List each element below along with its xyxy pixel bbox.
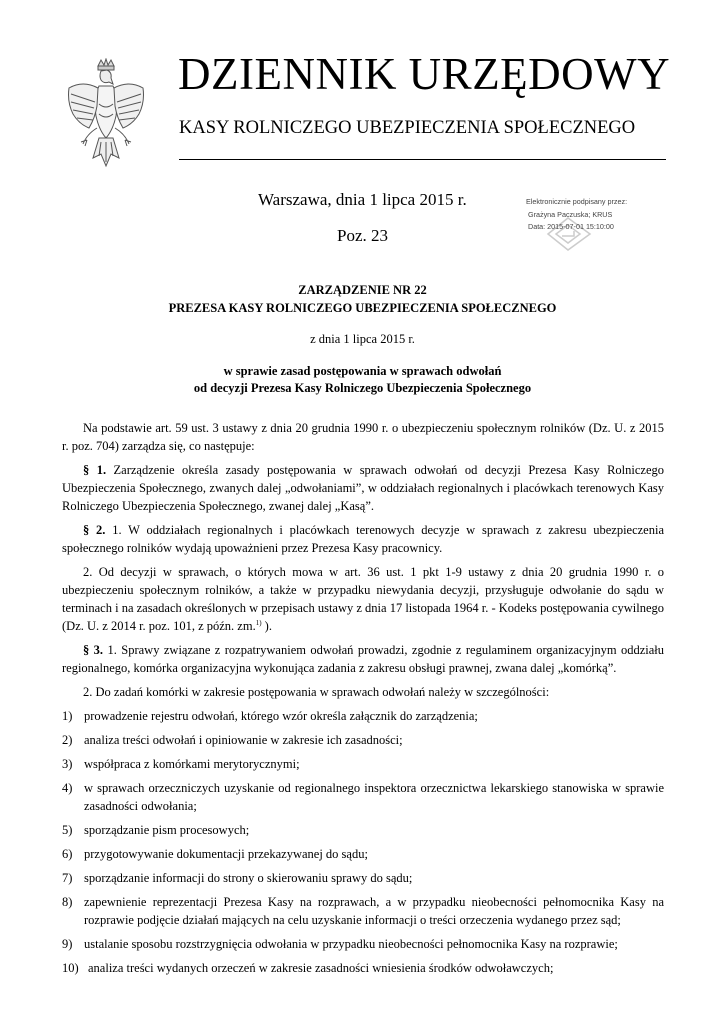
list-item-text: analiza treści odwołań i opiniowanie w zakresie ich zasadności; [84,733,403,747]
list-item-text: współpraca z komórkami merytorycznymi; [84,757,300,771]
list-item-number: 5) [62,823,73,837]
list-item-text: analiza treści wydanych orzeczeń w zakresie zasadności wniesienia środków odwoławczych; [88,961,554,975]
document-title: ZARZĄDZENIE NR 22 [298,283,427,297]
list-item [62,821,664,839]
paragraph-2-item-2 [62,563,664,635]
paragraph-3-text: 1. Sprawy związane z rozpatrywaniem odwołań prowadzi, zgodnie z regulaminem organizacyjnym oddziału regionalnego, komórka organizacyjna wykonująca zadania z zakresu obsługi prawnej, zwana dalej „komórką”. [62,643,665,675]
list-item-number: 10) [62,961,79,975]
list-item [62,755,664,773]
list-item [62,893,664,929]
eagle-emblem-icon [63,58,149,170]
paragraph-3-mark: § 3. [83,643,104,657]
document-body [62,419,664,983]
signature-date: Data: 2015-07-01 15:10:00 [528,222,614,231]
list-item-text: przygotowywanie dokumentacji przekazywanej do sądu; [84,847,368,861]
list-item-text: sporządzanie pism procesowych; [84,823,250,837]
list-item-text: w sprawach orzeczniczych uzyskanie od regionalnego inspektora orzecznictwa lekarskiego stanowiska w sprawie zasadności odwołania; [84,781,664,813]
list-item-number: 1) [62,709,73,723]
paragraph-1 [62,461,664,515]
list-item-number: 8) [62,895,73,909]
list-item-number: 4) [62,781,73,795]
list-item-text: ustalanie sposobu rozstrzygnięcia odwołania w przypadku nieobecności pełnomocnika Kasy na rozprawie; [84,937,618,951]
list-item [62,779,664,815]
paragraph-1-text: Zarządzenie określa zasady postępowania w sprawach odwołań od decyzji Prezesa Kasy Rolniczego Ubezpieczenia Społecznego, zwanych dalej „odwołaniami”, w oddziałach regionalnych i placówkach terenowych Kasy Rolniczego Ubezpieczenia Społecznego, zwanej dalej „Kasą”. [62,463,664,513]
paragraph-1-mark: § 1. [83,463,107,477]
list-item [62,731,664,749]
paragraph-3-item-2: 2. Do zadań komórki w zakresie postępowania w sprawach odwołań należy w szczególności: [83,685,550,699]
list-item-number: 3) [62,757,73,771]
list-item-number: 7) [62,871,73,885]
masthead-divider [179,159,666,160]
document-subject-line2: od decyzji Prezesa Kasy Rolniczego Ubezpieczenia Społecznego [193,381,532,395]
document-date: z dnia 1 lipca 2015 r. [310,332,415,346]
paragraph-2-text: 1. W oddziałach regionalnych i placówkach terenowych decyzje w sprawach z zakresu ubezpieczenia społecznego rolników wydają upoważnieni przez Prezesa Kasy pracownicy. [62,523,664,555]
signature-label: Elektronicznie podpisany przez: [526,197,628,206]
preamble: Na podstawie art. 59 ust. 3 ustawy z dnia 20 grudnia 1990 r. o ubezpieczeniu społecznym rolników (Dz. U. z 2015 r. poz. 704) zarządza się, co następuje: [62,421,664,453]
list-item-text: sporządzanie informacji do strony o skierowaniu sprawy do sądu; [84,871,413,885]
list-item [62,845,664,863]
list-item [62,959,664,977]
electronic-signature [528,196,658,258]
signature-signer: Grażyna Paczuska; KRUS [528,209,613,219]
paragraph-2-item-2-text: 2. Od decyzji w sprawach, o których mowa w art. 36 ust. 1 pkt 1-9 ustawy z dnia 20 grudnia 1990 r. o ubezpieczeniu społecznym rolników, a także w przypadku niewydania decyzji, przysługuje odwołanie do sądu w terminach i na zasadach określonych w przepisach ustawy z dnia 17 listopada 1964 r. - Kodeks postępowania cywilnego (Dz. U. z 2014 r. poz. 101, z późn. zm. [62,565,664,633]
list-item-number: 9) [62,937,73,951]
document-subject-line1: w sprawie zasad postępowania w sprawach odwołań [223,364,502,378]
list-item-number: 2) [62,733,73,747]
paragraph-2-mark: § 2. [83,523,106,537]
tasks-list [62,707,664,977]
list-item-number: 6) [62,847,73,861]
masthead-subtitle: KASY ROLNICZEGO UBEZPIECZENIA SPOŁECZNEGO [179,118,636,138]
paragraph-3 [62,641,664,677]
list-item [62,707,664,725]
document-issuer: PREZESA KASY ROLNICZEGO UBEZPIECZENIA SPOŁECZNEGO [168,301,557,315]
position-number: Poz. 23 [337,226,388,245]
list-item [62,935,664,953]
list-item [62,869,664,887]
masthead-title: DZIENNIK URZĘDOWY [178,49,671,99]
footnote-ref: 1) [255,618,262,627]
place-date: Warszawa, dnia 1 lipca 2015 r. [258,190,467,209]
list-item-text: zapewnienie reprezentacji Prezesa Kasy na rozprawach, a w przypadku nieobecności pełnomocnika Kasy na rozprawie podjęcie działań mających na celu uzyskanie informacji o treści orzeczenia wydanego przez sąd; [84,895,664,927]
paragraph-2 [62,521,664,557]
paragraph-2-close: ). [261,619,272,633]
list-item-text: prowadzenie rejestru odwołań, którego wzór określa załącznik do zarządzenia; [84,709,478,723]
